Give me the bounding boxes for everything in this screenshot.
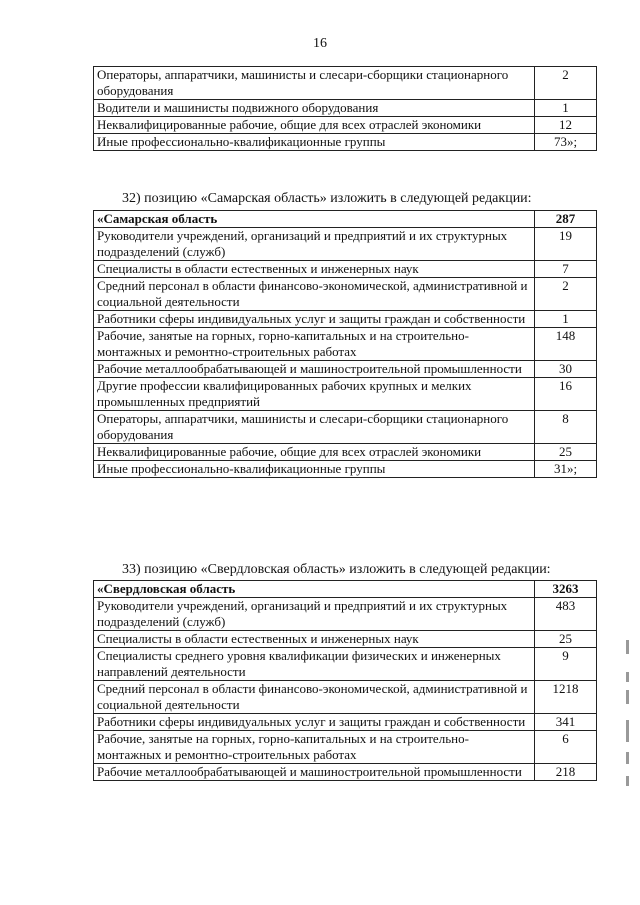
profession-group-label: Рабочие металлообрабатывающей и машиностроительной промышленности (94, 764, 535, 781)
region-total: 287 (535, 211, 597, 228)
table-row (94, 134, 597, 151)
table-row (94, 681, 597, 714)
scan-artifact (626, 752, 629, 764)
table-continuation (93, 66, 597, 151)
profession-group-label: Неквалифицированные рабочие, общие для всех отраслей экономики (94, 117, 535, 134)
table-header-row (94, 211, 597, 228)
table-row (94, 117, 597, 134)
table-samara-body (94, 211, 597, 478)
quota-value: 2 (535, 278, 597, 311)
table-row (94, 100, 597, 117)
profession-group-label: Операторы, аппаратчики, машинисты и слесари-сборщики стационарного оборудования (94, 67, 535, 100)
instruction-32: 32) позицию «Самарская область» изложить в следующей редакции: (122, 191, 532, 206)
quota-value: 19 (535, 228, 597, 261)
quota-value: 148 (535, 328, 597, 361)
table-row (94, 378, 597, 411)
quota-value: 1 (535, 100, 597, 117)
table-row (94, 328, 597, 361)
table-row (94, 631, 597, 648)
table-row (94, 731, 597, 764)
profession-group-label: Рабочие, занятые на горных, горно-капитальных и на строительно-монтажных и ремонтно-строительных работах (94, 328, 535, 361)
quota-value: 30 (535, 361, 597, 378)
profession-group-label: Рабочие металлообрабатывающей и машиностроительной промышленности (94, 361, 535, 378)
region-name: «Свердловская область (94, 581, 535, 598)
quota-value: 483 (535, 598, 597, 631)
quota-value: 218 (535, 764, 597, 781)
table-header-row (94, 581, 597, 598)
table-row (94, 444, 597, 461)
instruction-33: 33) позицию «Свердловская область» изложить в следующей редакции: (122, 562, 551, 577)
profession-group-label: Неквалифицированные рабочие, общие для всех отраслей экономики (94, 444, 535, 461)
quota-value: 7 (535, 261, 597, 278)
table-row (94, 261, 597, 278)
profession-group-label: Средний персонал в области финансово-экономической, административной и социальной деятельности (94, 681, 535, 714)
profession-group-label: Средний персонал в области финансово-экономической, административной и социальной деятельности (94, 278, 535, 311)
quota-value: 1218 (535, 681, 597, 714)
profession-group-label: Операторы, аппаратчики, машинисты и слесари-сборщики стационарного оборудования (94, 411, 535, 444)
quota-value: 6 (535, 731, 597, 764)
table-row (94, 714, 597, 731)
quota-value: 8 (535, 411, 597, 444)
quota-value: 12 (535, 117, 597, 134)
table-row (94, 361, 597, 378)
region-name: «Самарская область (94, 211, 535, 228)
quota-value: 73»; (535, 134, 597, 151)
profession-group-label: Специалисты в области естественных и инженерных наук (94, 261, 535, 278)
quota-value: 2 (535, 67, 597, 100)
table-sverdlovsk (93, 580, 597, 781)
profession-group-label: Иные профессионально-квалификационные группы (94, 461, 535, 478)
profession-group-label: Водители и машинисты подвижного оборудования (94, 100, 535, 117)
page-number: 16 (313, 36, 327, 51)
table-row (94, 461, 597, 478)
table-row (94, 648, 597, 681)
table-row (94, 67, 597, 100)
table-row (94, 228, 597, 261)
table-row (94, 311, 597, 328)
quota-value: 31»; (535, 461, 597, 478)
profession-group-label: Иные профессионально-квалификационные группы (94, 134, 535, 151)
scan-artifact (626, 720, 629, 742)
profession-group-label: Руководители учреждений, организаций и предприятий и их структурных подразделений (служб) (94, 228, 535, 261)
quota-value: 25 (535, 444, 597, 461)
profession-group-label: Другие профессии квалифицированных рабочих крупных и мелких промышленных предприятий (94, 378, 535, 411)
table-row (94, 278, 597, 311)
quota-value: 9 (535, 648, 597, 681)
quota-value: 1 (535, 311, 597, 328)
table-row (94, 764, 597, 781)
table-sverdlovsk-body (94, 581, 597, 781)
table-samara (93, 210, 597, 478)
profession-group-label: Специалисты среднего уровня квалификации физических и инженерных направлений деятельности (94, 648, 535, 681)
scan-artifact (626, 776, 629, 786)
profession-group-label: Рабочие, занятые на горных, горно-капитальных и на строительно-монтажных и ремонтно-строительных работах (94, 731, 535, 764)
region-total: 3263 (535, 581, 597, 598)
profession-group-label: Работники сферы индивидуальных услуг и защиты граждан и собственности (94, 714, 535, 731)
profession-group-label: Специалисты в области естественных и инженерных наук (94, 631, 535, 648)
scan-artifact (626, 640, 629, 654)
quota-value: 25 (535, 631, 597, 648)
table-row (94, 598, 597, 631)
scan-artifact (626, 672, 629, 682)
profession-group-label: Руководители учреждений, организаций и предприятий и их структурных подразделений (служб) (94, 598, 535, 631)
quota-value: 341 (535, 714, 597, 731)
table-row (94, 411, 597, 444)
quota-value: 16 (535, 378, 597, 411)
scan-artifact (626, 690, 629, 704)
profession-group-label: Работники сферы индивидуальных услуг и защиты граждан и собственности (94, 311, 535, 328)
table-continuation-body (94, 67, 597, 151)
